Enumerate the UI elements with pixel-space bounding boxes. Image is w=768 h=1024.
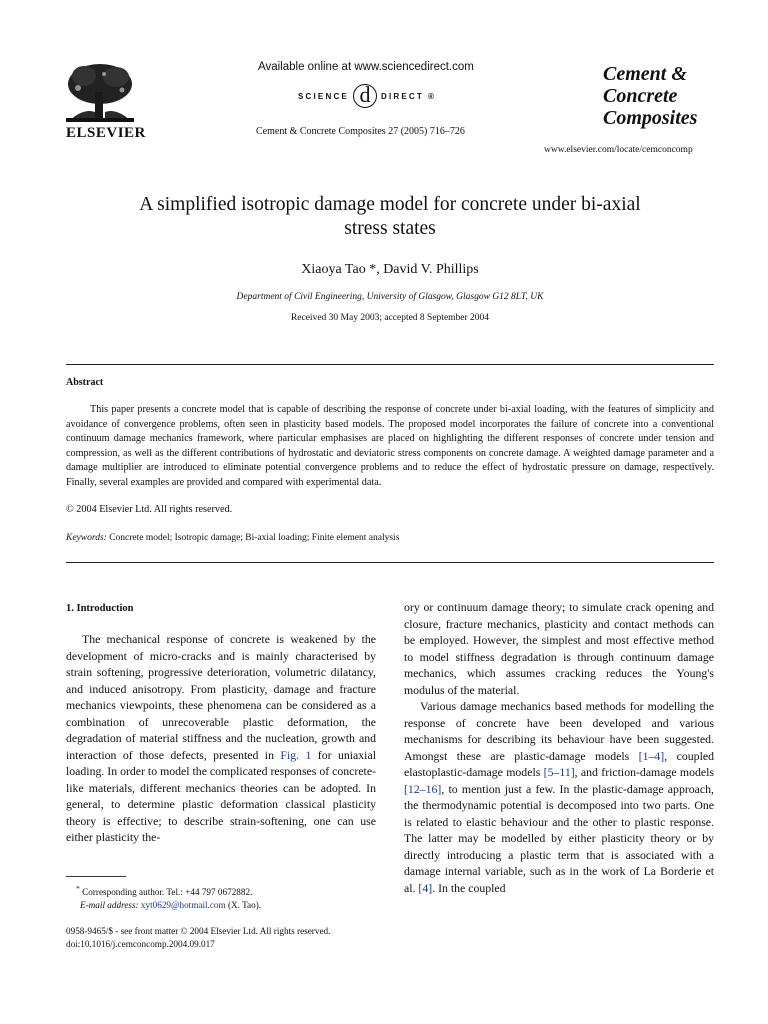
journal-reference: Cement & Concrete Composites 27 (2005) 716–726 — [256, 126, 465, 137]
corresponding-text: Corresponding author. Tel.: +44 797 0672882. — [79, 887, 253, 898]
intro-p2-text-d: , to mention just a few. In the plastic-damage approach, the thermodynamic potential is decomposed into two parts. One is related to elastic behaviour and the other to plastic response. The latter may be modelled by either plasticity theory or by directly introducing a plastic term that is associated with a damage internal variable, such as in the work of La Borderie et al. — [404, 781, 714, 895]
intro-p1-text-b: for uniaxial loading. In order to model the complicated responses of concrete-like materials, different mechanics theories can be adopted. In general, to determine plastic deformation classical plasticity theory is effective; to describe strain-softening, one can use either plasticity the- — [66, 747, 376, 844]
sd-at-icon: d — [353, 84, 377, 108]
intro-p2-text-c: , and friction-damage models — [574, 765, 714, 779]
sciencedirect-logo — [298, 84, 436, 108]
journal-title — [603, 63, 697, 129]
divider-bottom — [66, 562, 714, 563]
ref-link-4[interactable]: [4] — [418, 880, 433, 895]
footnote — [66, 882, 376, 912]
email-label: E-mail address: — [80, 900, 139, 911]
keywords — [66, 533, 399, 543]
right-column — [404, 599, 714, 896]
divider-top — [66, 364, 714, 365]
footnote-rule — [66, 876, 126, 877]
journal-title-line3: Composites — [603, 107, 698, 129]
corresponding-author — [66, 882, 376, 899]
doi-line: doi:10.1016/j.cemconcomp.2004.09.017 — [66, 939, 215, 949]
keywords-label: Keywords: — [66, 533, 107, 543]
intro-p2-text-e: . In the coupled — [432, 880, 506, 895]
sd-left-text: SCIENCE — [298, 91, 349, 101]
sd-registered-mark: ® — [427, 91, 437, 101]
journal-title-line1: Cement & — [603, 63, 687, 85]
email-suffix: (X. Tao). — [225, 900, 262, 911]
intro-p1-text-a: The mechanical response of concrete is weakened by the development of micro-cracks and is mainly characterised by strain softening, progressive deterioration, volumetric dilatancy, and induced anisotropy. From plasticity, damage and fracture mechanics viewpoints, these phenomena can be considered as a combination of unrecoverable plastic deformation, the degradation of material stiffness and the nucleation, growth and interaction of those defects, presented in — [66, 632, 376, 762]
journal-url[interactable]: www.elsevier.com/locate/cemconcomp — [544, 145, 693, 155]
abstract-heading: Abstract — [66, 377, 104, 388]
abstract-text: This paper presents a concrete model that is capable of describing the response of concrete under bi-axial loading, with the features of simplicity and avoidance of convergence problems, often seen in plasticity based models. The proposed model incorporates the failure of concrete into a conventional continuum damage mechanics framework, where particular emphasises are placed on highlighting the different responses of concrete under tension and compression, as well as the different contributions of hydrostatic and deviatoric stress components on concrete damage. A weighted damage parameter and a damage multiplier are introduced to eliminate potential convergence problems and to reduce the effect of hydrostatic pressure on damage, respectively. Finally, several examples are provided and compared with experimental data. — [66, 404, 714, 488]
affiliation: Department of Civil Engineering, University of Glasgow, Glasgow G12 8LT, UK — [236, 292, 544, 302]
intro-paragraph-2 — [404, 698, 714, 896]
authors: Xiaoya Tao *, David V. Phillips — [301, 262, 479, 277]
keywords-list: Concrete model; Isotropic damage; Bi-axial loading; Finite element analysis — [106, 533, 400, 543]
ref-link-1-4[interactable]: [1–4] — [638, 748, 665, 763]
email-line — [66, 899, 376, 912]
intro-p2-text-a: Various damage mechanics based methods for modelling the response of concrete have been developed and various mechanisms for describing its behaviour have been suggested. Amongst these are plastic-damage models — [404, 699, 714, 763]
article-title — [66, 193, 714, 241]
publisher-name: ELSEVIER — [66, 125, 146, 141]
article-title-line1: A simplified isotropic damage model for concrete under bi-axial — [139, 194, 641, 215]
journal-title-line2: Concrete — [603, 85, 678, 107]
footer-info — [66, 925, 330, 951]
footnote-mark: * — [76, 884, 80, 893]
ref-link-12-16[interactable]: [12–16] — [404, 781, 442, 796]
abstract-body — [66, 403, 714, 490]
issn-line: 0958-9465/$ - see front matter © 2004 Elsevier Ltd. All rights reserved. — [66, 926, 331, 936]
intro-p2-text-b: , coupled elastoplastic-damage models — [404, 748, 714, 779]
elsevier-tree-logo — [64, 62, 136, 124]
intro-paragraph-1 — [66, 631, 376, 846]
email-link[interactable]: xyt0629@hotmail.com — [140, 900, 226, 911]
available-online-text: Available online at www.sciencedirect.com — [258, 61, 474, 73]
abstract-copyright: © 2004 Elsevier Ltd. All rights reserved. — [66, 504, 233, 515]
left-column — [66, 631, 376, 846]
intro-paragraph-continued: ory or continuum damage theory; to simulate crack opening and closure, fracture mechanics, plasticity and contact methods can be employed. However, the simplest and most effective method to model stiffness degradation is through continuum damage mechanics, which assumes cracking reduces the Young's modulus of the material. — [404, 600, 714, 697]
article-title-line2: stress states — [344, 218, 436, 239]
received-dates: Received 30 May 2003; accepted 8 September 2004 — [290, 313, 490, 323]
fig1-link[interactable]: Fig. 1 — [280, 747, 312, 762]
section-heading-introduction: 1. Introduction — [66, 603, 134, 614]
sd-right-text: DIRECT — [380, 91, 424, 101]
ref-link-5-11[interactable]: [5–11] — [543, 765, 575, 779]
